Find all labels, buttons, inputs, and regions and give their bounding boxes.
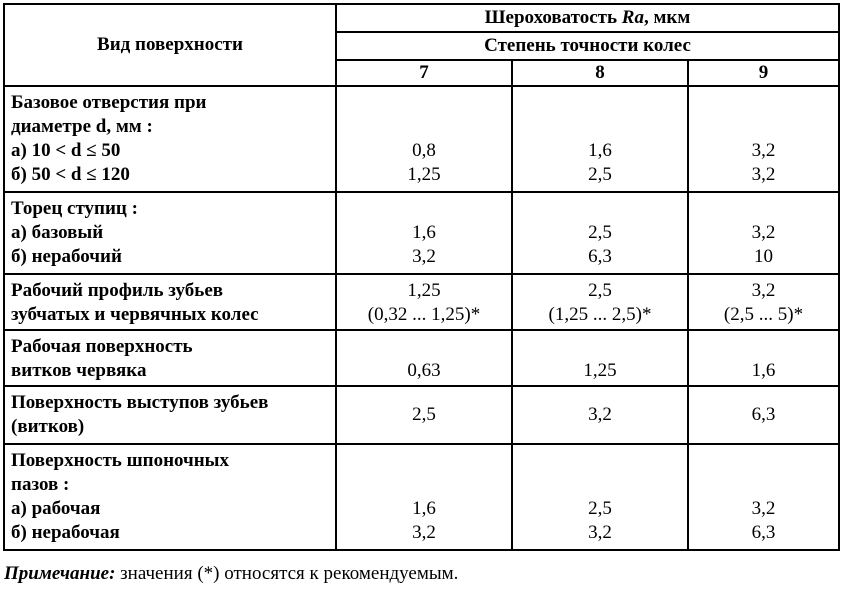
footnote: [4, 562, 458, 586]
value-b: 6,3: [751, 522, 776, 543]
cell-value: [688, 192, 839, 274]
header-roughness-ra: Ra: [621, 7, 644, 28]
cell-value: [512, 192, 688, 274]
value-b: 6,3: [588, 246, 612, 267]
row-label-tooth-tips: [4, 386, 336, 444]
label-line: Поверхность шпоночных: [11, 450, 230, 471]
value-a: 1,6: [751, 360, 776, 381]
label-line: Рабочий профиль зубьев: [11, 280, 224, 301]
label-line: (витков): [11, 416, 85, 437]
cell-value: [688, 444, 839, 550]
value-b: 2,5: [588, 164, 612, 185]
footnote-text: значения (*) относятся к рекомендуемым.: [115, 563, 459, 584]
value-a: 1,25: [583, 360, 617, 381]
label-line: витков червяка: [11, 360, 147, 381]
value-b: 3,2: [588, 522, 612, 543]
label-line: Базовое отверстия при: [11, 92, 207, 113]
value-range: (1,25 ... 2,5)*: [548, 304, 652, 325]
value-a: 3,2: [588, 404, 612, 425]
value-b: 3,2: [412, 522, 436, 543]
label-line: б) нерабочая: [11, 522, 120, 543]
header-grade-8: 8: [512, 60, 688, 86]
value-range: (0,32 ... 1,25)*: [367, 304, 481, 325]
label-line: Поверхность выступов зубьев: [11, 392, 269, 413]
table-row: [4, 274, 839, 330]
cell-value: [336, 192, 512, 274]
value-b: 3,2: [412, 246, 436, 267]
value-a: 0,8: [412, 140, 436, 161]
header-surface-type: Вид поверхности: [4, 4, 336, 86]
row-label-tooth-profile: [4, 274, 336, 330]
value-a: 6,3: [751, 404, 776, 425]
header-grade-7: 7: [336, 60, 512, 86]
value-a: 3,2: [751, 280, 776, 301]
cell-value: [336, 444, 512, 550]
value-a: 0,63: [407, 360, 441, 381]
label-line: б) 50 < d ≤ 120: [11, 164, 130, 185]
cell-value: [688, 386, 839, 444]
value-b: 10: [754, 246, 773, 267]
value-b: 1,25: [407, 164, 441, 185]
cell-value: [336, 386, 512, 444]
label-line: Рабочая поверхность: [11, 336, 193, 357]
value-a: 2,5: [588, 280, 612, 301]
value-a: 2,5: [588, 222, 612, 243]
label-line: б) нерабочий: [11, 246, 122, 267]
value-a: 2,5: [412, 404, 436, 425]
label-line: а) базовый: [11, 222, 104, 243]
cell-value: [512, 86, 688, 192]
cell-value: [512, 274, 688, 330]
cell-value: [512, 386, 688, 444]
cell-value: [688, 330, 839, 386]
value-a: 1,6: [588, 140, 612, 161]
value-b: 3,2: [751, 164, 776, 185]
header-roughness: [336, 4, 839, 32]
header-roughness-suffix: , мкм: [643, 7, 691, 28]
table-row: [4, 192, 839, 274]
label-line: а) 10 < d ≤ 50: [11, 140, 121, 161]
header-precision-degree: Степень точности колес: [336, 32, 839, 60]
roughness-table: [3, 3, 840, 551]
value-range: (2,5 ... 5)*: [723, 304, 804, 325]
value-a: 3,2: [751, 498, 776, 519]
row-label-worm-surface: [4, 330, 336, 386]
row-label-hub-end: [4, 192, 336, 274]
value-a: 2,5: [588, 498, 612, 519]
label-line: пазов :: [11, 474, 70, 495]
cell-value: [512, 444, 688, 550]
table-row: [4, 330, 839, 386]
label-line: Торец ступиц :: [11, 198, 138, 219]
cell-value: [688, 86, 839, 192]
value-a: 1,6: [412, 498, 436, 519]
cell-value: [336, 330, 512, 386]
table-row: [4, 386, 839, 444]
label-line: диаметре d, мм :: [11, 116, 153, 137]
value-a: 3,2: [751, 222, 776, 243]
cell-value: [336, 274, 512, 330]
value-a: 1,25: [407, 280, 441, 301]
footnote-label: Примечание:: [4, 563, 116, 584]
cell-value: [336, 86, 512, 192]
value-a: 3,2: [751, 140, 776, 161]
label-line: зубчатых и червячных колес: [11, 304, 259, 325]
row-label-base-hole: [4, 86, 336, 192]
table-row: [4, 444, 839, 550]
cell-value: [688, 274, 839, 330]
table-row: [4, 86, 839, 192]
cell-value: [512, 330, 688, 386]
row-label-keyway: [4, 444, 336, 550]
header-grade-9: 9: [688, 60, 839, 86]
value-a: 1,6: [412, 222, 436, 243]
label-line: а) рабочая: [11, 498, 101, 519]
header-roughness-prefix: Шероховатость: [484, 7, 622, 28]
